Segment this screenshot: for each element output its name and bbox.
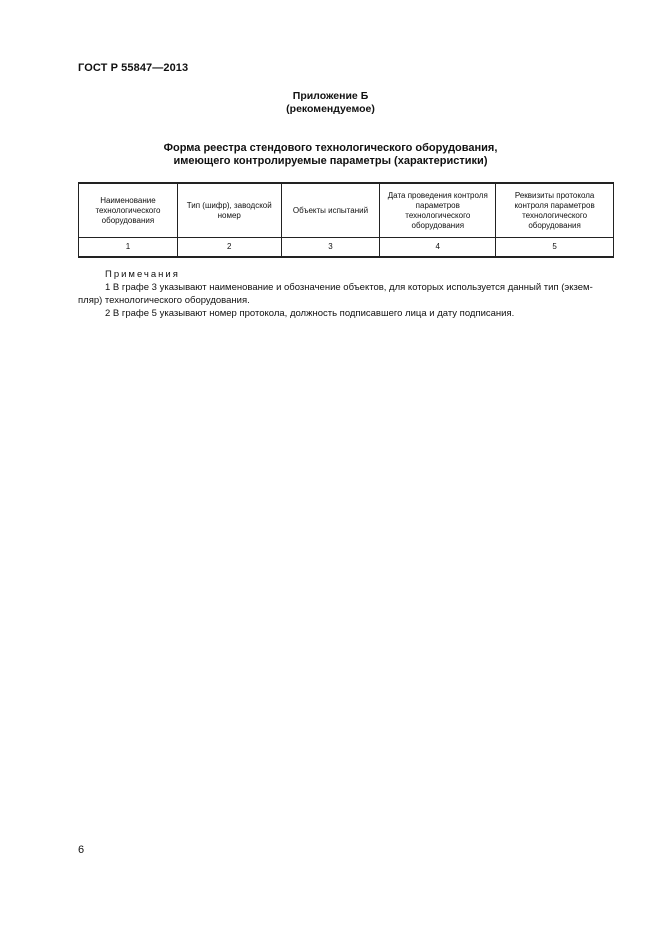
page-number: 6 [78, 844, 85, 856]
header-test-objects: Объекты испытаний [281, 183, 380, 238]
note-1-line-2: пляр) технологического оборудования. [78, 295, 250, 306]
column-number-5: 5 [496, 238, 614, 258]
column-number-3: 3 [281, 238, 380, 258]
header-equipment-name: Наименование технологического оборудования [79, 183, 178, 238]
appendix-title: Приложение Б [292, 90, 369, 102]
document-code: ГОСТ Р 55847—2013 [78, 62, 189, 74]
column-number-4: 4 [380, 238, 496, 258]
header-protocol-details: Реквизиты протокола контроля параметров технологического оборудования [496, 183, 614, 238]
note-2: 2 В графе 5 указывают номер протокола, должность подписавшего лица и дату подписания. [105, 308, 515, 319]
notes-title: Примечания [105, 269, 180, 280]
table-number-row [79, 238, 614, 258]
appendix-subtitle: (рекомендуемое) [286, 103, 375, 115]
header-control-date: Дата проведения контроля параметров технологического оборудования [380, 183, 496, 238]
column-number-1: 1 [79, 238, 178, 258]
table-header-row [79, 183, 614, 238]
note-1-line-1: 1 В графе 3 указывают наименование и обозначение объектов, для которых используется данный тип (экзем- [105, 282, 593, 293]
form-title-line-2: имеющего контролируемые параметры (характеристики) [173, 155, 488, 167]
notes-section [78, 268, 614, 320]
column-number-2: 2 [177, 238, 281, 258]
header-type-serial: Тип (шифр), заводской номер [177, 183, 281, 238]
form-title-line-1: Форма реестра стендового технологического оборудования, [163, 142, 498, 154]
register-table [78, 182, 614, 258]
